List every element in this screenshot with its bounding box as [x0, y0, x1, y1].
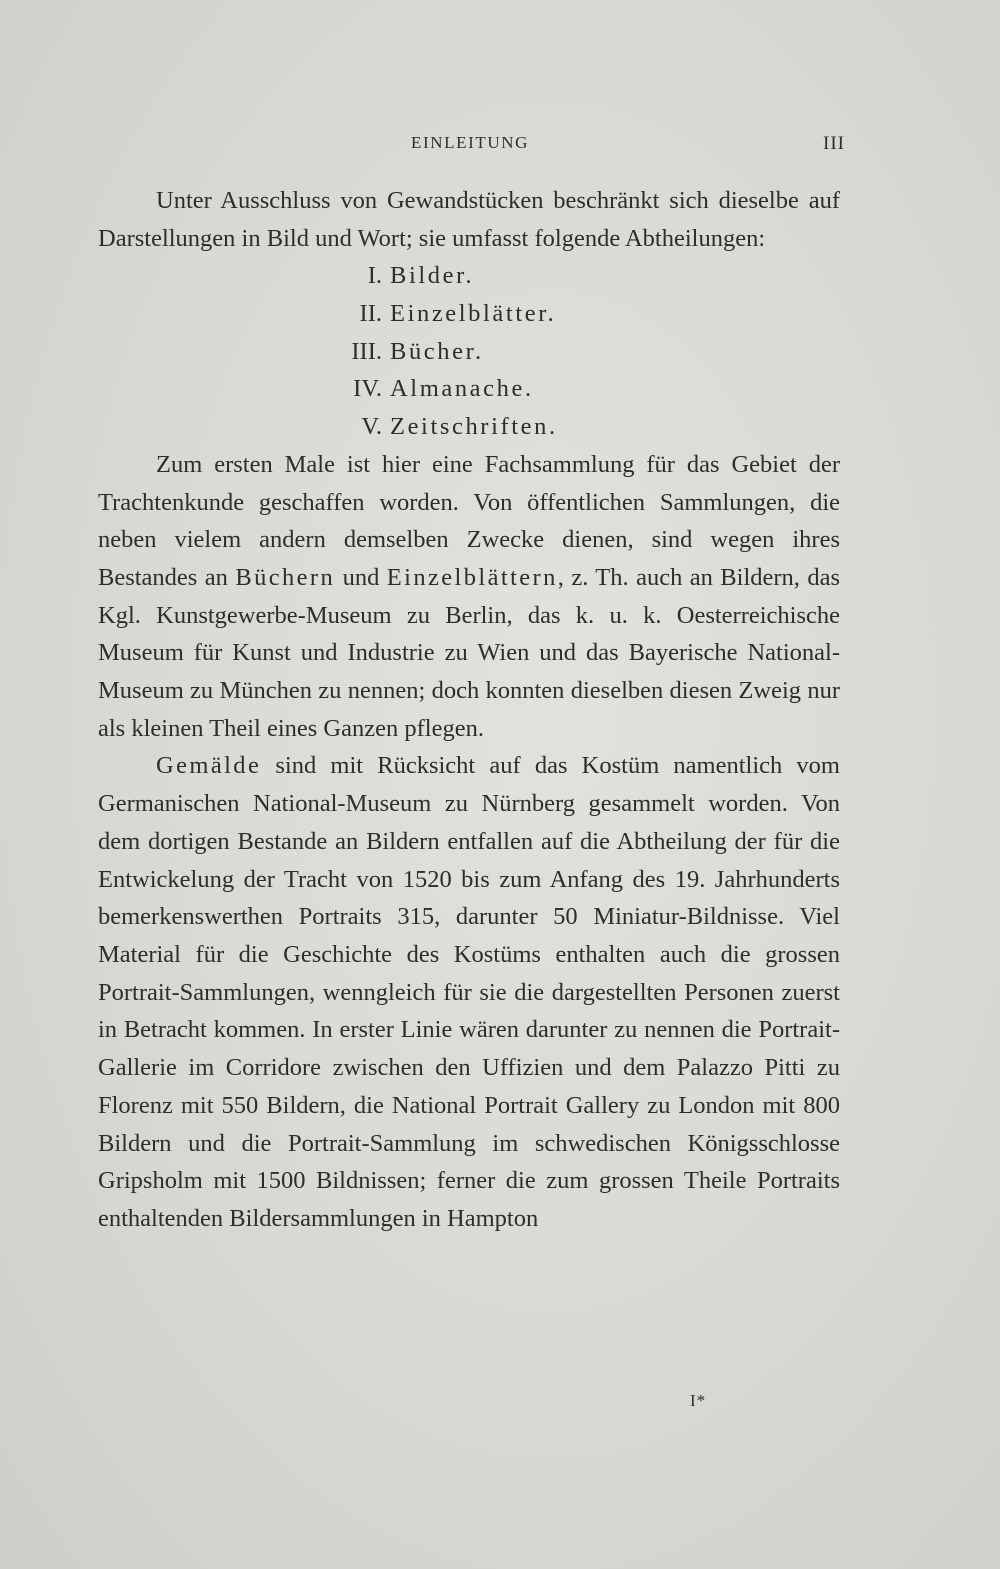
division-numeral: II. [359, 300, 382, 328]
division-name: Einzelblätter. [390, 300, 557, 328]
signature-mark: I* [690, 1391, 707, 1410]
division-numeral: III. [351, 337, 382, 365]
division-name: Bilder. [390, 262, 475, 290]
paragraph-text: , z. Th. auch an Bildern, das Kgl. Kunstgewerbe-Museum zu Berlin, das k. u. k. Oesterreichische Museum für Kunst und Industrie zu Wien und das Bayerische National-Museum zu München zu nennen; doch konnten dieselben diesen Zweig nur als kleinen Theil eines Ganzen pflegen. [98, 563, 841, 742]
emphasis-text: Einzelblättern [386, 563, 558, 591]
page-number: III [823, 133, 845, 154]
paragraph-text: Zum ersten Male ist hier eine Fachsammlung für das Gebiet der Trachtenkunde geschaffen worden. Von öffentlichen Sammlungen, die neben vielem andern demselben Zwecke dienen, sind wegen ihres Bestandes an [98, 450, 840, 591]
running-header [100, 133, 845, 157]
body-text [98, 182, 840, 1238]
division-item [98, 333, 840, 371]
running-title: EINLEITUNG [411, 133, 529, 152]
division-item [98, 257, 840, 295]
division-item [98, 370, 840, 408]
emphasis-text: Gemälde [156, 752, 262, 780]
paintings-paragraph [98, 747, 840, 1237]
division-numeral: IV. [353, 375, 382, 403]
division-item [98, 408, 840, 446]
division-numeral: I. [367, 262, 382, 290]
collections-paragraph [98, 446, 840, 748]
division-name: Bücher. [390, 337, 484, 365]
division-name: Almanache. [390, 375, 534, 403]
division-numeral: V. [361, 413, 382, 441]
division-item [98, 295, 840, 333]
intro-paragraph: Unter Ausschluss von Gewandstücken beschränkt sich dieselbe auf Darstellungen in Bild und Wort; sie umfasst folgende Abtheilungen: [98, 187, 840, 252]
paragraph-text: sind mit Rücksicht auf das Kostüm namentlich vom Germanischen National-Museum zu Nürnberg gesammelt worden. Von dem dortigen Bestande an Bildern entfallen auf die Abtheilung der für die Entwickelung der Tracht von 1520 bis zum Anfang des 19. Jahrhunderts bemerkenswerthen Portraits 315, darunter 50 Miniatur-Bildnisse. Viel Material für die Geschichte des Kostüms enthalten auch die grossen Portrait-Sammlungen, wenngleich für sie die dargestellten Personen zuerst in Betracht kommen. In erster Linie wären darunter zu nennen die Portrait-Gallerie im Corridore zwischen den Uffizien und dem Palazzo Pitti zu Florenz mit 550 Bildern, die National Portrait Gallery zu London mit 800 Bildern und die Portrait-Sammlung im schwedischen Königsschlosse Gripsholm mit 1500 Bildnissen; ferner die zum grossen Theile Portraits enthaltenden Bildersammlungen in Hampton [98, 752, 840, 1232]
division-name: Zeitschriften. [390, 413, 558, 441]
division-list [98, 257, 840, 445]
paragraph-text: und [335, 563, 387, 591]
emphasis-text: Büchern [235, 563, 336, 591]
